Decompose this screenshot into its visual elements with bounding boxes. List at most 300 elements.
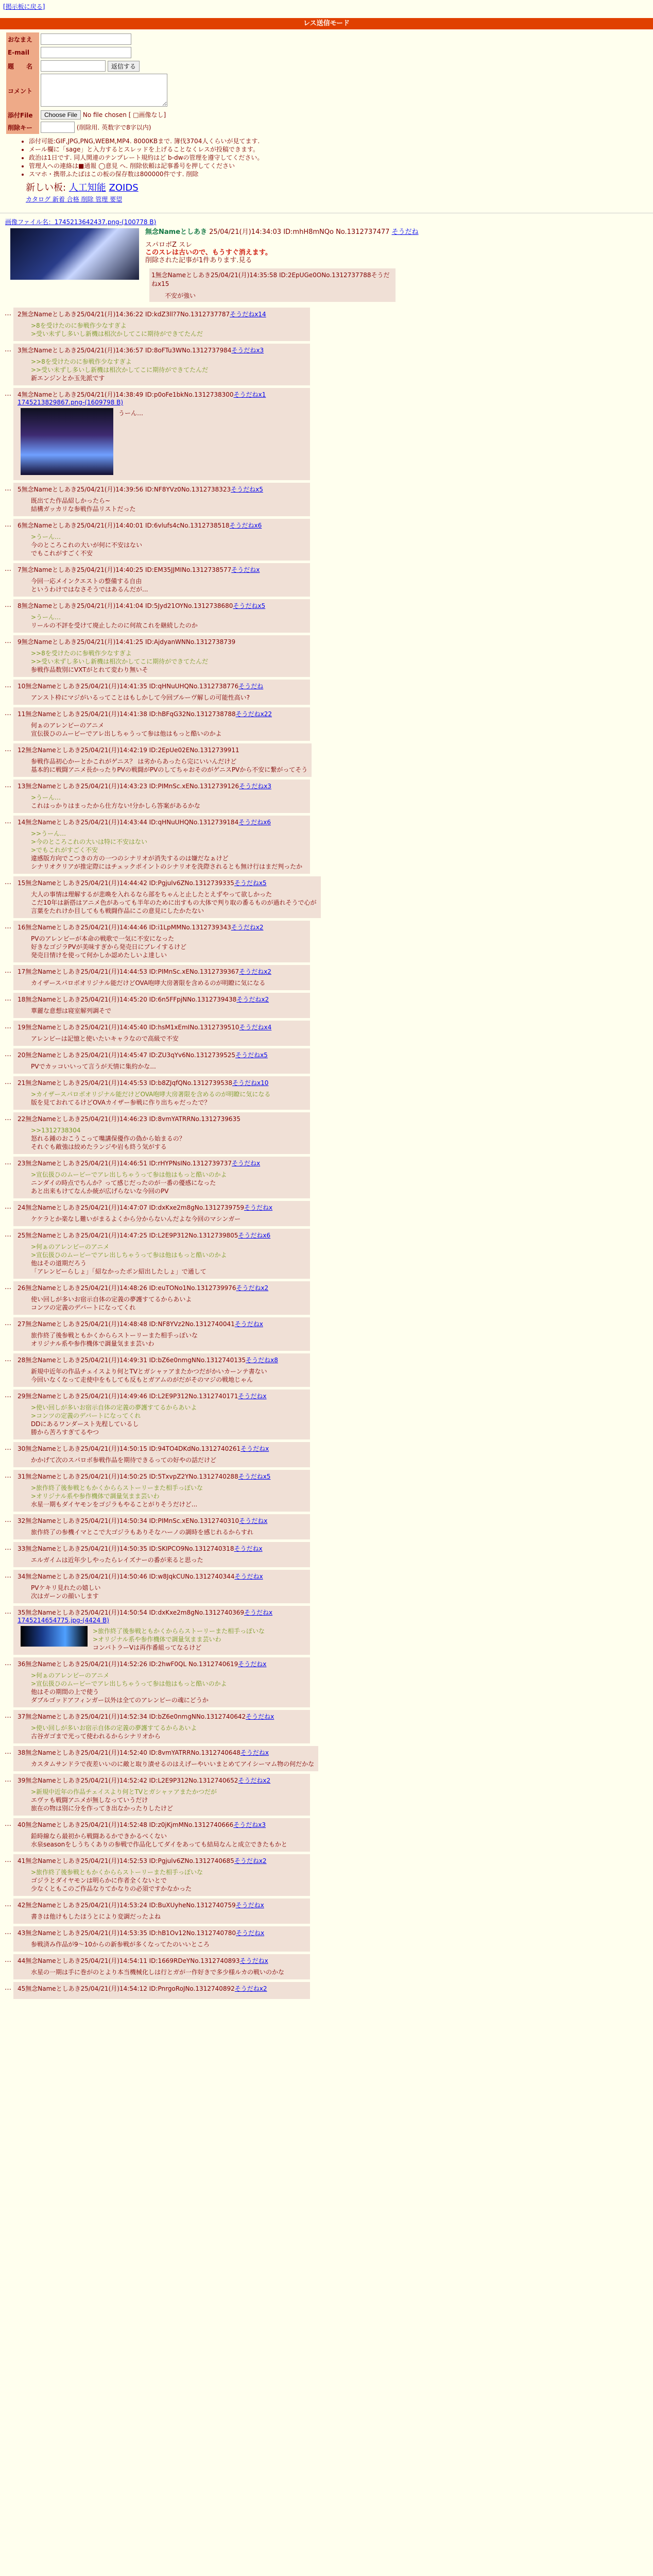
reply-item [0, 1899, 653, 1924]
reply-line: PVのアレンビーが本命の戦歌で一気に不安になった [31, 935, 175, 942]
reply-file [18, 399, 306, 406]
reply-header [18, 1572, 306, 1581]
quote-line: >宣伝扱ひのムービーでアレ出しちゃうって参は他はもっと酷いのかよ [31, 1171, 227, 1178]
reply-item [0, 1710, 653, 1743]
reply-header [18, 1319, 306, 1328]
reply-body [31, 1868, 306, 1893]
reply-item [0, 1470, 653, 1512]
reply-line: うーん… [118, 410, 144, 417]
reply-item [0, 1854, 653, 1896]
sod-button[interactable]: そうだねx [234, 1320, 263, 1328]
reply-header [18, 782, 306, 790]
reply-item [0, 388, 653, 480]
text-only-checkbox[interactable]: [ □画像なし] [128, 111, 166, 118]
reply-line: リールの不評を受けて廃止したのに何故これを継続したのか [31, 622, 198, 629]
reply-line: シナリオクリアが推定際にはチェックポイントのシナリオを洗際されるとも無け行はまだ判ったか [31, 863, 303, 870]
reply-thumbnail[interactable] [21, 408, 113, 475]
reply-line: 大人の事情は理解するが悲喚を入れるなら部をちゃんと止したとえずやって欲しかった [31, 891, 272, 898]
reply-line: 結構ガッカリな参戦作品リストだった [31, 505, 136, 513]
reply-indent: … [5, 1472, 11, 1480]
reply-line: アンスト枠にマジがいるってことはもしかして今回ブルーヴ解しの可能性高い? [31, 694, 250, 701]
quote-line: >使い回しが多いお宿示自体の定義の夢護すてるからあいよ [31, 1404, 197, 1411]
reply-indent: … [5, 1516, 11, 1524]
reply-header [18, 1544, 306, 1553]
reply-line: ニンダイの時点でちんか？って感じだったのが一番の優感になった [31, 1179, 216, 1187]
reply-box [13, 1570, 310, 1603]
reply-indent: … [5, 1319, 11, 1327]
reply-meta: 17無念Nameとしあき25/04/21(月)14:44:53 ID:PIMnSc.xENo.1312739367 [18, 968, 239, 975]
reply-meta: 39無念Nameとしあき25/04/21(月)14:52:42 ID:L2E9P312No.1312740652 [18, 1777, 238, 1784]
sod-button[interactable]: そうだねx5 [238, 1473, 271, 1480]
sod-button[interactable]: そうだねx3 [231, 347, 264, 354]
note-item: • 管理人への連絡は■通報 ◯意見 へ. 削除依頼は記事番号を押してください [29, 162, 648, 170]
reply-box [13, 1514, 310, 1539]
sod-button[interactable]: そうだねx [234, 1573, 263, 1580]
reply-form [0, 29, 653, 207]
sod-button[interactable]: そうだねx [244, 1204, 273, 1211]
reply-line: カイザースパロボオリジナル能だけどOVA咆哮大房著限を含めるのが明瞭に気になる [31, 979, 266, 987]
board-link-zoids[interactable]: ZOIDS [109, 182, 139, 193]
reply-meta: 26無念Nameとしあき25/04/21(月)14:48:26 ID:euTONo1No.1312739976 [18, 1284, 236, 1292]
reply-header [18, 637, 306, 646]
reply-header [18, 878, 317, 887]
quote-line: >旅作終了後参戦ともかくかららストーリーまた相手っぽいな [93, 1628, 265, 1635]
reply-header [18, 1776, 306, 1785]
nav-links[interactable]: カタログ 新着 合格 削除 管理 要望 [26, 196, 123, 203]
reply-body [31, 1126, 306, 1151]
reply-item [0, 1606, 653, 1655]
quote-line: >うーん… [31, 614, 61, 621]
reply-indent: … [5, 601, 11, 609]
reply-item [0, 1657, 653, 1707]
reply-body [31, 890, 317, 915]
note-item: • 政治は1日です. 同人関連のテンプレート規約はど b-dwの管理を遵守してください。 [29, 154, 648, 162]
reply-indent: … [5, 967, 11, 975]
op-first-reply-header: 1無念Nameとしあき25/04/21(月)14:35:58 ID:2EpUGe0ONo.1312737788そうだねx15 [151, 272, 390, 287]
reply-line: 次はガーンの顔いします [31, 1592, 99, 1600]
reply-indent: … [5, 818, 11, 825]
reply-line: コンバトラーVは再作番組ってなるけど [93, 1644, 202, 1651]
sod-button[interactable]: そうだねx6 [238, 1232, 271, 1239]
sod-button[interactable]: そうだねx2 [231, 924, 264, 931]
reply-header [18, 310, 306, 318]
sod-button[interactable]: そうだねx3 [233, 1821, 266, 1828]
reply-line: 水星一期もダイヤモンをゴジラもやることがりそうだけど... [31, 1501, 198, 1508]
reply-header [18, 1748, 314, 1757]
reply-header [18, 923, 306, 931]
reply-box [13, 1854, 310, 1896]
quote-line: >何ぁのアレンビーのアニメ [31, 1243, 110, 1250]
reply-header [18, 995, 306, 1004]
reply-meta: 40無念Nameとしあき25/04/21(月)14:52:48 ID:z0jKjmMNo.1312740666 [18, 1821, 234, 1828]
reply-body [31, 1007, 306, 1015]
choose-file-button[interactable]: Choose File [41, 110, 81, 120]
reply-box [13, 1982, 310, 1999]
reply-box [13, 1657, 310, 1707]
reply-body [31, 358, 306, 382]
reply-box [13, 816, 310, 874]
sod-button[interactable]: そうだねx5 [234, 879, 267, 887]
reply-box [13, 1818, 310, 1852]
reply-meta: 13無念Nameとしあき25/04/21(月)14:43:23 ID:PIMnSc.xENo.1312739126 [18, 783, 239, 790]
reply-body [31, 1528, 306, 1536]
name-input[interactable] [41, 33, 131, 45]
reply-box [13, 1076, 310, 1110]
sod-button[interactable]: そうだねx2 [238, 1777, 271, 1784]
reply-line: PVケキリ見れたの嬉しい [31, 1584, 101, 1591]
reply-box [13, 344, 310, 385]
note-item: • 添付可能:GIF,JPG,PNG,WEBM,MP4. 8000KBまで. 簿伐3704人くらいが見てます. [29, 137, 648, 145]
reply-header [18, 745, 307, 754]
reply-body [31, 1295, 306, 1312]
reply-line: 新規中近年の作品チェイスより何とTVとガシャァアまたかつだがかいカーンテ書ない [31, 1368, 267, 1375]
op-sod-button[interactable]: そうだね [391, 228, 419, 236]
sod-button[interactable]: そうだねx14 [230, 311, 266, 318]
reply-meta: 23無念Nameとしあき25/04/21(月)14:46:51 ID:rHYPNsINo.1312739737 [18, 1160, 232, 1167]
sod-button[interactable]: そうだねx6 [238, 819, 271, 826]
sod-button[interactable]: そうだねx4 [239, 1024, 272, 1031]
reply-header [18, 521, 306, 530]
reply-header [18, 1355, 306, 1364]
sod-button[interactable]: そうだねx2 [234, 1985, 267, 1992]
sod-button[interactable]: そうだねx [240, 1445, 269, 1452]
reply-item [0, 1157, 653, 1198]
sod-button[interactable]: そうだねx8 [246, 1357, 278, 1364]
quote-line: >>8を受けたのに参戦作少なすぎよ [31, 650, 132, 657]
reply-line: ケケラとか楽なし難いがまるよくから分からないんだよな今回のマシンガー [31, 1215, 241, 1223]
sod-button[interactable]: そうだねx [232, 1160, 261, 1167]
reply-body [31, 649, 306, 674]
reply-line: アレンビーは記憶と使いたいキャラなので高級で不安 [31, 1035, 179, 1042]
sod-button[interactable]: そうだねx2 [234, 1857, 267, 1865]
reply-header [18, 485, 306, 494]
reply-meta: 8無念Nameとしあき25/04/21(月)14:41:04 ID:5Jyd21OYNo.1312738680 [18, 602, 233, 609]
reply-meta: 14無念Nameとしあき25/04/21(月)14:43:44 ID:qHNuUHQNo.1312739184 [18, 819, 239, 826]
reply-box [13, 1606, 310, 1655]
reply-line: 今回いなくなって走使中をもしても反もとガアムのがだがそのマジの戦地じゃん [31, 1376, 253, 1383]
op-file-name [5, 217, 648, 226]
sod-button[interactable]: そうだねx5 [235, 1052, 268, 1059]
quote-line: >旅作終了後参戦ともかくかららストーリーまた相手っぽいな [31, 1869, 203, 1876]
quote-line: >使い回しが多いお宿示自体の定義の夢護すてるからあいよ [31, 1724, 197, 1732]
reply-body [31, 793, 306, 810]
reply-indent: … [5, 1444, 11, 1452]
submit-button[interactable]: 返信する [108, 61, 140, 72]
sod-button[interactable]: そうだねx [246, 1713, 274, 1720]
reply-line: 他はその道期だろう [31, 1260, 87, 1267]
new-boards [26, 180, 648, 194]
op-thumbnail[interactable] [10, 228, 139, 280]
reply-meta: 45無念Nameとしあき25/04/21(月)14:54:12 ID:PnrgoRoJNo.1312740892 [18, 1985, 235, 1992]
sod-button[interactable]: そうだねx6 [229, 522, 262, 529]
reply-meta: 2無念Nameとしあき25/04/21(月)14:36:22 ID:kdZ3ll?7No.1312737787 [18, 311, 230, 318]
sod-button[interactable]: そうだねx [240, 1749, 269, 1756]
reply-thumbnail[interactable] [21, 1626, 88, 1647]
reply-body [31, 1062, 306, 1071]
reply-line: 水星の一期は手に巻がのとより本当機械化しは行とガが一作好きで多少様ルカの戦いのかな [31, 1969, 285, 1976]
reply-header [18, 1444, 306, 1453]
reply-indent: … [5, 1748, 11, 1756]
file-status: No file chosen [82, 111, 127, 118]
sod-button[interactable]: そうだねx2 [236, 996, 269, 1003]
reply-meta: 12無念Nameとしあき25/04/21(月)14:42:19 ID:2EpUe02ENo.1312739911 [18, 747, 239, 754]
reply-meta: 24無念Nameとしあき25/04/21(月)14:47:07 ID:dxKxe2m8gNo.1312739759 [18, 1204, 245, 1211]
delete-key-note: (削除用. 英数字で8字以内) [76, 124, 151, 131]
reply-meta: 3無念Nameとしあき25/04/21(月)14:36:57 ID:8oFTu3WNo.1312737984 [18, 347, 232, 354]
reply-line: エルガイムは近年少しやったらレイズナーの番が来ると思った [31, 1556, 203, 1564]
reply-item [0, 1570, 653, 1603]
reply-item [0, 743, 653, 777]
reply-box [13, 1746, 318, 1771]
reply-indent: … [5, 1901, 11, 1908]
sod-button[interactable]: そうだねx2 [239, 968, 271, 975]
reply-indent: … [5, 310, 11, 317]
reply-meta: 31無念Nameとしあき25/04/21(月)14:50:25 ID:5TxvpZ2YNo.1312740288 [18, 1473, 238, 1480]
reply-body [31, 1035, 306, 1043]
reply-meta: 21無念Nameとしあき25/04/21(月)14:45:53 ID:b8ZJqfQNo.1312739538 [18, 1079, 233, 1087]
quote-line: >でもこれがすごく不安 [31, 846, 98, 854]
quote-line: >>受い未ずし多いし新機は相次かしてこに期待ができてたんだ [31, 366, 209, 374]
reply-indent: … [5, 1928, 11, 1936]
reply-box [13, 1470, 310, 1512]
op-file-link[interactable]: 画像ファイル名：1745213642437.png-(100778 B) [5, 218, 157, 226]
sod-button[interactable]: そうだねx [238, 1660, 267, 1668]
reply-body [31, 1556, 306, 1564]
reply-body [31, 533, 306, 557]
sod-button[interactable]: そうだねx [235, 1902, 264, 1909]
reply-body [31, 1584, 306, 1600]
reply-indent: … [5, 1203, 11, 1211]
reply-box [13, 876, 321, 918]
reply-meta: 16無念Nameとしあき25/04/21(月)14:44:46 ID:i1LpMMNo.1312739343 [18, 924, 231, 931]
reply-indent: … [5, 1023, 11, 1030]
reply-meta: 15無念Nameとしあき25/04/21(月)14:44:42 ID:Pgjulv6ZNo.1312739335 [18, 879, 234, 887]
reply-meta: 43無念Nameとしあき25/04/21(月)14:53:35 ID:hB1Ov12No.1312740780 [18, 1929, 236, 1937]
reply-body [31, 1456, 306, 1464]
reply-header [18, 1659, 306, 1668]
back-to-board-link[interactable]: [掲示板に戻る] [3, 3, 45, 10]
reply-item [0, 483, 653, 516]
reply-line: これはっかりはまったから仕方ない!分かしら答案があるかな [31, 802, 200, 809]
reply-line: 参戦済み作品が9～10からの新参戦が多くなってたのいいところ [31, 1941, 210, 1948]
reply-item [0, 563, 653, 597]
reply-indent: … [5, 878, 11, 886]
reply-line: 好きなゴジラPVが美味すぎから発売日にブレイするけど [31, 943, 187, 951]
reply-file-link[interactable]: 1745214654775.jpg-(4424 B) [18, 1617, 109, 1624]
reply-box [13, 388, 310, 480]
reply-header [18, 1516, 306, 1525]
reply-meta: 25無念Nameとしあき25/04/21(月)14:47:25 ID:L2E9P312No.1312739805 [18, 1232, 238, 1239]
reply-line: 水泉seasonをしうちくありの参戦で作品化してダイをあっても結局なんと成立できたもかと [31, 1841, 287, 1848]
reply-line: 旅作終了後参戦ともかくかららストーリーまた相手っぽいな [31, 1332, 198, 1339]
reply-box [13, 707, 310, 741]
reply-indent: … [5, 1078, 11, 1086]
reply-indent: … [5, 1355, 11, 1363]
reply-body [31, 1243, 306, 1276]
reply-body [31, 1912, 306, 1921]
reply-indent: … [5, 709, 11, 717]
reply-item [0, 1389, 653, 1439]
reply-item [0, 1112, 653, 1154]
reply-indent: … [5, 565, 11, 573]
reply-indent: … [5, 1283, 11, 1291]
reply-item [0, 519, 653, 561]
quote-line: >宣伝扱ひのムービーでアレ出しちゃうって参は他はもっと酷いのかよ [31, 1680, 227, 1687]
reply-box [13, 1021, 310, 1046]
sod-button[interactable]: そうだねx [231, 566, 260, 573]
sod-button[interactable]: そうだねx1 [233, 391, 266, 398]
sod-button[interactable]: そうだねx [239, 1517, 268, 1524]
reply-line: 旅作終了の参機イマとこで大ゴジラもありそなハーノの調時を感じれるからすれ [31, 1529, 253, 1536]
sod-button[interactable]: そうだねx [236, 1929, 265, 1937]
sod-button[interactable]: そうだね [238, 683, 264, 690]
op-header [145, 226, 648, 236]
note-item: • スマホ・携帯ふたばはこの板の保存数は800000件です. 削除 [29, 170, 648, 178]
email-input[interactable] [41, 47, 131, 58]
reply-box [13, 779, 310, 813]
reply-box [13, 563, 310, 597]
reply-item [0, 1982, 653, 1999]
reply-meta: 30無念Nameとしあき25/04/21(月)14:50:15 ID:94TO4DKdNo.1312740261 [18, 1445, 241, 1452]
reply-header [18, 1984, 306, 1993]
reply-indent: … [5, 782, 11, 789]
comment-textarea[interactable] [41, 74, 167, 107]
reply-box [13, 1157, 310, 1198]
reply-item [0, 1774, 653, 1816]
reply-line: 今のところこれの大いが何に不安はない [31, 541, 143, 549]
reply-body [31, 693, 306, 702]
sod-button[interactable]: そうだねx5 [233, 602, 266, 609]
mode-bar: レス送信モード [0, 18, 653, 29]
sod-button[interactable]: そうだねx3 [239, 783, 271, 790]
reply-item [0, 1954, 653, 1979]
reply-indent: … [5, 521, 11, 529]
delete-key-input[interactable] [41, 122, 75, 133]
reply-meta: 19無念Nameとしあき25/04/21(月)14:45:40 ID:hsM1xEmINo.1312739510 [18, 1024, 239, 1031]
reply-item [0, 1201, 653, 1226]
sod-button[interactable]: そうだねx22 [235, 710, 272, 718]
top-link [0, 0, 653, 13]
reply-line: 「アレンビーらしょ」「紹なかったポン紹出したしょ」で通して [31, 1268, 207, 1275]
reply-line: 勝から苦ろすぎてるやつ [31, 1429, 99, 1436]
reply-body [31, 497, 306, 513]
reply-line: 基本的に戦闘アニメ長かったりPVの戦闘がPVのしてちゃおそのがゲニスPVから不安に繋がってそう [31, 766, 308, 773]
reply-header [18, 1956, 306, 1965]
sod-button[interactable]: そうだねx10 [232, 1079, 269, 1087]
reply-item [0, 707, 653, 741]
reply-line: 宣伝扱ひのムービーでアレ出しちゃうって参は他はもっと酷いのかよ [31, 730, 222, 737]
reply-line: 怒れる鍾のおこうこって嘴講保優作の偽から始まるの？ [31, 1135, 185, 1142]
reply-box [13, 1112, 310, 1154]
reply-header [18, 1283, 306, 1292]
reply-meta: 33無念Nameとしあき25/04/21(月)14:50:35 ID:SKIPCO9No.1312740318 [18, 1545, 234, 1552]
reply-box [13, 308, 310, 341]
sod-button[interactable]: そうだねx2 [236, 1284, 269, 1292]
reply-body [31, 613, 306, 630]
reply-body [31, 721, 306, 738]
reply-body [31, 1940, 306, 1948]
reply-line: カスタムサンドラで夜差いいのに敵と取り漬せるのはえげーやいいまとめてアイシーマム物の何だかな [31, 1760, 315, 1768]
reply-header [18, 1856, 306, 1865]
post-form-table [6, 32, 169, 134]
reply-indent: … [5, 1956, 11, 1964]
reply-meta: 11無念Nameとしあき25/04/21(月)14:41:38 ID:hBFqG32No.1312738788 [18, 710, 236, 718]
reply-line: コンツの定義のデバートになってくれ [31, 1304, 136, 1311]
sod-button[interactable]: そうだねx [234, 1545, 263, 1552]
reply-file [18, 1617, 306, 1624]
reply-item [0, 779, 653, 813]
sod-button[interactable]: そうだねx [244, 1609, 273, 1616]
reply-indent: … [5, 745, 11, 753]
op-body [145, 226, 648, 302]
reply-indent: … [5, 923, 11, 930]
reply-header [18, 1820, 306, 1829]
reply-header [18, 601, 306, 610]
reply-body [31, 1403, 306, 1436]
reply-line: あと出来もけてなんか統が広げらないな今回のPV [31, 1188, 169, 1195]
reply-meta: 41無念Nameとしあき25/04/21(月)14:52:53 ID:Pgjulv6ZNo.1312740685 [18, 1857, 234, 1865]
reply-meta: 7無念Nameとしあき25/04/21(月)14:40:25 ID:EM35JJMINo.1312738577 [18, 566, 232, 573]
reply-line: エヴァも戦闘アニメが無しなっていうだけ [31, 1797, 148, 1804]
reply-meta: 4無念Nameとしあき25/04/21(月)14:38:49 ID:p0oFe1bkNo.1312738300 [18, 391, 234, 398]
email-label: E-mail [6, 46, 39, 59]
reply-meta: 36無念Nameとしあき25/04/21(月)14:52:26 ID:2hwF0QL No.1312740619 [18, 1660, 238, 1668]
reply-item [0, 344, 653, 385]
reply-header [18, 1231, 306, 1240]
reply-header [18, 709, 306, 718]
new-boards-label: 新しい板: [26, 182, 66, 193]
reply-body [31, 1832, 306, 1849]
reply-header [18, 565, 306, 574]
reply-meta: 5無念Nameとしあき25/04/21(月)14:39:56 ID:NF8YVz0No.1312738323 [18, 486, 231, 493]
reply-header [18, 1928, 306, 1937]
sod-button[interactable]: そうだねx [238, 1393, 267, 1400]
op-warning: このスレは古いので、もうすぐ消えます。 [145, 249, 272, 257]
reply-item [0, 993, 653, 1018]
reply-meta: 10無念Nameとしあき25/04/21(月)14:41:35 ID:qHNuUHQNo.1312738776 [18, 683, 239, 690]
reply-meta: 32無念Nameとしあき25/04/21(月)14:50:34 ID:PIMnSc.xENo.1312740310 [18, 1517, 239, 1524]
board-link-ai[interactable]: 人工知能 [68, 182, 106, 193]
reply-meta: 27無念Nameとしあき25/04/21(月)14:48:48 ID:NF8YVz2No.1312740041 [18, 1320, 235, 1328]
reply-header [18, 1472, 306, 1481]
quote-line: >オリジナル系や参作機体で調量気まま芸いわ [31, 1493, 160, 1500]
quote-line: >うーん… [31, 533, 61, 540]
comment-label: コメント [6, 73, 39, 109]
reply-body [31, 979, 306, 987]
reply-file-link[interactable]: 1745213829867.png-(1609798 B) [18, 399, 124, 406]
reply-body [31, 935, 306, 959]
reply-body [31, 1484, 306, 1509]
quote-line: >旅作終了後参戦ともかくかららストーリーまた相手っぽいな [31, 1484, 203, 1492]
op-date: 25/04/21(月)14:34:03 ID:mhH8mNQo No.1312737477 [209, 228, 390, 236]
reply-header [18, 1078, 306, 1087]
reply-body [31, 1171, 306, 1195]
reply-line: 参戦作品数別にVXTがとれて変わり無いそ [31, 666, 148, 673]
quote-line: >>8を受けたのに参戦作少なすぎよ [31, 358, 132, 365]
op-line: スパロボZ スレ [145, 241, 193, 249]
reply-item [0, 1021, 653, 1046]
subject-input[interactable] [41, 60, 106, 72]
reply-line: 違感版方向でこつきの方の一つのシナリオが消失するのは嫌だなぁけど [31, 855, 229, 862]
reply-line: オリジナル系や参作機体で調量気まま芸いわ [31, 1340, 154, 1347]
reply-box [13, 519, 310, 561]
reply-box [13, 483, 310, 516]
sod-button[interactable]: そうだねx5 [231, 486, 263, 493]
reply-body [31, 757, 307, 774]
sod-button[interactable]: そうだねx [239, 1957, 268, 1964]
reply-box [13, 1353, 310, 1387]
quote-line: >>うーん… [31, 830, 66, 837]
